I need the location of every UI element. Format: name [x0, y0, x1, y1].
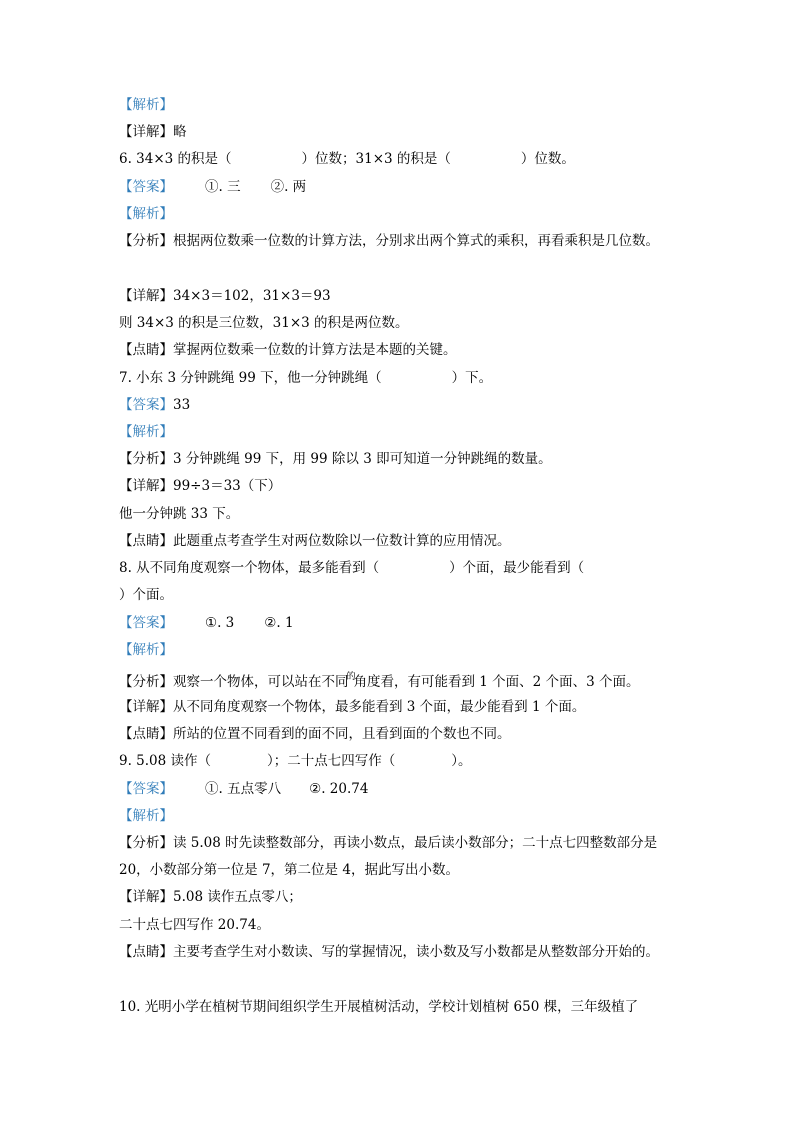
- analysis-label-line: [119, 96, 173, 114]
- q9-answer-line: 【答案】 ①. 五点零八 ②. 20.74: [119, 781, 369, 797]
- q6-question: 6. 34×3 的积是（ ）位数；31×3 的积是（ ）位数。: [119, 151, 575, 167]
- q6-detail-line2: 则 34×3 的积是三位数，31×3 的积是两位数。: [119, 315, 409, 331]
- q6-answer-line: 【答案】 ①. 三 ②. 两: [119, 179, 307, 195]
- q8-fenxi-line: 【分析】观察一个物体，可以站在不同$^的$角度看，有可能看到 1 个面、2 个面、3 个面。: [119, 672, 640, 690]
- q9-question: 9. 5.08 读作（ ）；二十点七四写作（ ）。: [119, 753, 472, 769]
- q6-analysis-label: 【解析】: [119, 206, 173, 222]
- q6-fenxi-line: 【分析】根据两位数乘一位数的计算方法，分别求出两个算式的乘积，再看乘积是几位数。: [119, 233, 659, 249]
- q7-detail-line: 【详解】99÷3＝33（下）: [119, 478, 282, 494]
- q9-fenxi-line: 【分析】读 5.08 时先读整数部分，再读小数点，最后读小数部分；二十点七四整数部分是: [119, 835, 658, 851]
- q7-analysis-label: 【解析】: [119, 424, 173, 440]
- q7-detail-line2: 他一分钟跳 33 下。: [119, 506, 240, 522]
- q8-analysis-label: 【解析】: [119, 642, 173, 658]
- q8-question-line2: ）个面。: [119, 587, 173, 603]
- q7-answer-line: 【答案】33: [119, 397, 191, 413]
- q8-detail-line: 【详解】从不同角度观察一个物体，最多能看到 3 个面，最少能看到 1 个面。: [119, 699, 586, 715]
- q10-question: 10. 光明小学在植树节期间组织学生开展植树活动，学校计划植树 650 棵，三年级植了: [119, 999, 639, 1015]
- q9-comment-line: 【点睛】主要考查学生对小数读、写的掌握情况，读小数及写小数都是从整数部分开始的。: [119, 944, 659, 960]
- q7-comment-line: 【点睛】此题重点考查学生对两位数除以一位数计算的应用情况。: [119, 533, 511, 549]
- q7-question: 7. 小东 3 分钟跳绳 99 下，他一分钟跳绳（ ）下。: [119, 370, 493, 386]
- q5-detail-text: 略: [173, 124, 187, 140]
- q8-comment-line: 【点睛】所站的位置不同看到的面不同，且看到面的个数也不同。: [119, 726, 511, 742]
- q9-analysis-label: 【解析】: [119, 808, 173, 824]
- q6-comment-line: 【点睛】掌握两位数乘一位数的计算方法是本题的关键。: [119, 342, 457, 358]
- q9-detail-line2: 二十点七四写作 20.74。: [119, 917, 270, 933]
- q7-fenxi-line: 【分析】3 分钟跳绳 99 下，用 99 除以 3 即可知道一分钟跳绳的数量。: [119, 451, 552, 467]
- q5-detail-line: [119, 123, 187, 141]
- tag-detail: 【详解】: [119, 124, 173, 140]
- q8-question: 8. 从不同角度观察一个物体，最多能看到（ ）个面，最少能看到（: [119, 560, 585, 576]
- tag-analysis: 【解析】: [119, 97, 173, 113]
- q6-detail-line: 【详解】34×3＝102，31×3＝93: [119, 288, 331, 304]
- q9-detail-line: 【详解】5.08 读作五点零八；: [119, 889, 302, 905]
- q9-fenxi-line2: 20，小数部分第一位是 7，第二位是 4，据此写出小数。: [119, 862, 459, 878]
- q8-answer-line: 【答案】 ①. 3 ②. 1: [119, 615, 294, 631]
